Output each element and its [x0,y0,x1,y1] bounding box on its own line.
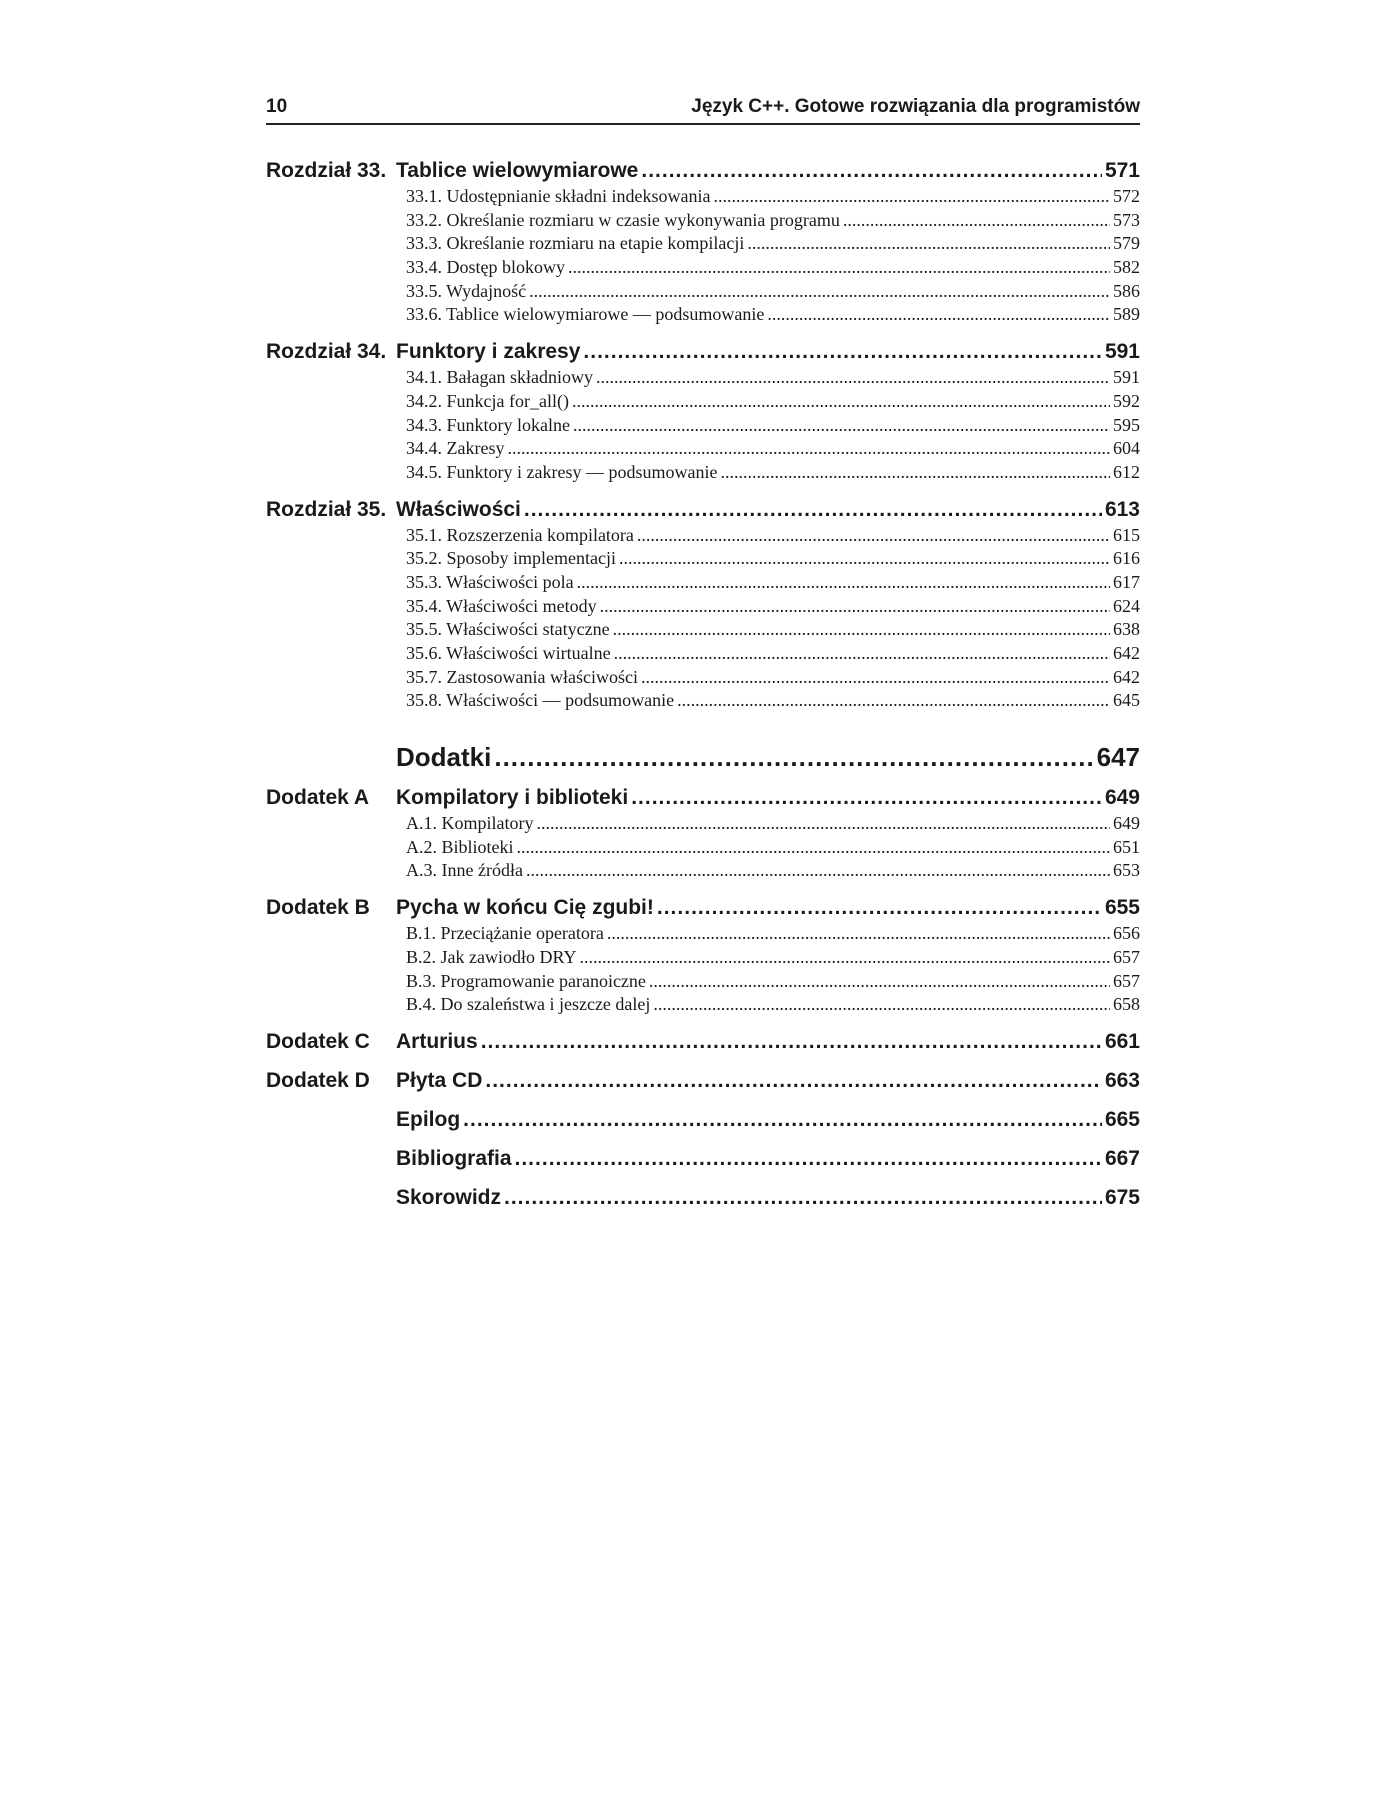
dot-leader [720,462,1110,483]
dot-leader [614,643,1110,664]
toc-section-entry [266,860,1140,884]
toc-entry-title: 35.3. Właściwości pola [406,571,574,592]
toc-entry-line [406,923,1140,944]
toc-entry-title: B.3. Programowanie paranoiczne [406,970,646,991]
toc-entry-title: B.4. Do szaleństwa i jeszcze dalej [406,994,651,1015]
toc-entry-title: 33.6. Tablice wielowymiarowe — podsumowanie [406,304,765,325]
dot-leader [713,186,1110,207]
toc-part-entry [266,742,1140,776]
toc-entry-title: B.2. Jak zawiodło DRY [406,946,577,967]
dot-leader [537,813,1111,834]
dot-leader [631,786,1102,810]
dot-leader [600,596,1110,617]
dot-leader [641,159,1102,183]
toc-entry-line [406,210,1140,231]
toc-chapter-entry [266,1069,1140,1096]
toc-entry-page: 665 [1104,1107,1140,1131]
toc-entry-title: 35.8. Właściwości — podsumowanie [406,690,675,711]
toc-entry-page: 573 [1113,209,1140,230]
toc-entry-page: 642 [1113,643,1140,663]
toc-entry-page: 571 [1104,159,1140,182]
toc-entry-page: 667 [1104,1146,1140,1170]
toc-entry-line [406,643,1140,664]
toc-entry-page: 591 [1113,367,1140,388]
dot-leader [580,947,1111,968]
toc-entry-line [406,186,1140,207]
toc-entry-line [406,438,1140,459]
toc-entry-page: 661 [1104,1029,1140,1053]
toc-entry-page: 582 [1113,257,1140,278]
toc-entry-page: 653 [1113,860,1140,881]
toc-chapter-entry [266,498,1140,525]
toc-entry-title: A.2. Biblioteki [406,836,514,857]
toc-entry-page: 656 [1113,923,1140,944]
dot-leader [463,1108,1102,1132]
dot-leader [657,896,1102,920]
toc-entry-title: Kompilatory i biblioteki [396,786,629,810]
document-page [266,96,1140,1213]
toc-entry-line [406,994,1140,1015]
toc-entry-line [406,525,1140,546]
toc-section-entry [266,438,1140,462]
toc-entry-line [396,340,1140,364]
toc-entry-label: Rozdział 34. [266,340,387,364]
dot-leader [573,415,1110,436]
toc-entry-page: 589 [1113,304,1140,325]
toc-section-entry [266,667,1140,691]
toc-section-entry [266,994,1140,1018]
toc-entry-line [406,860,1140,881]
dot-leader [843,210,1110,231]
toc-chapter-entry [266,340,1140,367]
toc-section-entry [266,690,1140,714]
dot-leader [653,994,1110,1015]
toc-entry-title: Płyta CD [396,1068,483,1092]
toc-entry-title: 34.4. Zakresy [406,438,505,459]
toc-entry-line [406,813,1140,834]
toc-entry-line [396,1030,1140,1054]
toc-section-entry [266,367,1140,391]
dot-leader [607,923,1110,944]
toc-entry-line [406,281,1140,302]
toc-entry-title: Skorowidz [396,1185,502,1209]
toc-entry-page: 615 [1113,524,1140,545]
toc-entry-line [406,971,1140,992]
toc-chapter-entry [266,786,1140,813]
toc-entry-line [406,391,1140,412]
toc-section-entry [266,233,1140,257]
toc-section-entry [266,596,1140,620]
toc-entry-line [406,690,1140,711]
toc-section-entry [266,971,1140,995]
toc-entry-page: 647 [1096,742,1140,773]
toc-chapter-entry [266,159,1140,186]
dot-leader [637,525,1110,546]
toc-entry-line [396,1108,1140,1132]
toc-entry-page: 624 [1113,595,1140,616]
toc-entry-line [406,548,1140,569]
toc-entry-title: Epilog [396,1107,461,1131]
dot-leader [494,742,1093,773]
toc-entry-label: Dodatek C [266,1029,370,1053]
dot-leader [613,619,1110,640]
toc-entry-page: 649 [1104,786,1140,810]
toc-chapter-entry [266,896,1140,923]
toc-entry-title: 33.2. Określanie rozmiaru w czasie wykonywania programu [406,209,840,230]
dot-leader [677,690,1110,711]
toc-section-entry [266,415,1140,439]
toc-entry-title: B.1. Przeciążanie operatora [406,923,604,944]
dot-leader [641,667,1110,688]
toc-entry-page: 657 [1113,970,1140,991]
toc-entry-line [396,786,1140,810]
toc-entry-line [406,572,1140,593]
toc-section-entry [266,837,1140,861]
toc-entry-title: 34.1. Bałagan składniowy [406,367,593,388]
dot-leader [568,257,1110,278]
toc-section-entry [266,186,1140,210]
toc-entry-page: 658 [1113,994,1140,1015]
dot-leader [649,971,1110,992]
toc-entry-line [406,233,1140,254]
dot-leader [485,1069,1102,1093]
toc-section-entry [266,643,1140,667]
toc-chapter-entry [266,1108,1140,1135]
toc-entry-title: 35.1. Rozszerzenia kompilatora [406,524,634,545]
toc-entry-page: 604 [1113,438,1140,459]
dot-leader [619,548,1110,569]
toc-entry-title: 33.1. Udostępnianie składni indeksowania [406,186,711,206]
toc-entry-label: Rozdział 33. [266,159,387,182]
dot-leader [583,340,1102,364]
toc-entry-page: 612 [1113,461,1140,482]
toc-entry-page: 638 [1113,619,1140,640]
toc-entry-line [406,462,1140,483]
toc-entry-title: 34.5. Funktory i zakresy — podsumowanie [406,461,718,482]
toc-entry-page: 586 [1113,280,1140,301]
toc-section-entry [266,462,1140,486]
toc-section-entry [266,813,1140,837]
toc-entry-page: 655 [1104,896,1140,920]
toc-entry-line [406,304,1140,325]
toc-entry-label: Dodatek A [266,786,370,810]
toc-entry-line [396,742,1140,773]
toc-entry-line [406,367,1140,388]
toc-entry-line [406,619,1140,640]
toc-entry-title: Pycha w końcu Cię zgubi! [396,896,654,920]
toc-entry-line [396,896,1140,920]
dot-leader [526,860,1110,881]
toc-section-entry [266,210,1140,234]
toc-section-entry [266,572,1140,596]
toc-entry-page: 592 [1113,390,1140,411]
page-number: 10 [266,96,288,117]
dot-leader [515,1147,1102,1171]
toc-entry-page: 613 [1104,497,1140,521]
toc-entry-page: 645 [1113,690,1140,711]
toc-section-entry [266,304,1140,328]
toc-entry-page: 579 [1113,233,1140,254]
toc-section-entry [266,525,1140,549]
toc-chapter-entry [266,1186,1140,1213]
dot-leader [524,498,1102,522]
dot-leader [507,438,1110,459]
dot-leader [504,1186,1102,1210]
toc-entry-page: 675 [1104,1185,1140,1209]
dot-leader [577,572,1110,593]
toc-entry-label: Rozdział 35. [266,497,387,521]
toc-entry-line [396,1147,1140,1171]
toc-entry-title: 35.5. Właściwości statyczne [406,619,610,640]
dot-leader [596,367,1110,388]
toc-entry-title: 33.3. Określanie rozmiaru na etapie kompilacji [406,233,745,254]
toc-entry-page: 649 [1113,813,1140,834]
dot-leader [767,304,1110,325]
running-header [266,96,1140,125]
toc-entry-title: 35.4. Właściwości metody [406,595,597,616]
toc-entry-title: A.3. Inne źródła [406,860,523,881]
toc-entry-page: 642 [1113,666,1140,687]
dot-leader [529,281,1110,302]
toc-entry-line [406,596,1140,617]
toc-entry-title: 33.4. Dostęp blokowy [406,257,565,278]
toc-entry-title: Dodatki [396,742,492,773]
dot-leader [572,391,1110,412]
dot-leader [747,233,1110,254]
toc-entry-title: 35.2. Sposoby implementacji [406,548,616,569]
toc-chapter-entry [266,1147,1140,1174]
toc-entry-page: 651 [1113,836,1140,857]
toc-section-entry [266,391,1140,415]
toc-section-entry [266,923,1140,947]
toc-entry-title: 35.7. Zastosowania właściwości [406,666,638,687]
toc-entry-title: A.1. Kompilatory [406,813,534,834]
toc-section-entry [266,281,1140,305]
toc-entry-title: Funktory i zakresy [396,340,581,364]
toc-entry-line [396,1186,1140,1210]
toc-entry-page: 591 [1104,340,1140,364]
toc-entry-title: Tablice wielowymiarowe [396,159,639,182]
toc-section-entry [266,619,1140,643]
toc-entry-page: 657 [1113,946,1140,967]
toc-section-entry [266,548,1140,572]
toc-section-entry [266,257,1140,281]
toc-entry-page: 663 [1104,1068,1140,1092]
toc-entry-line [406,667,1140,688]
toc-entry-line [406,415,1140,436]
toc-entry-label: Dodatek D [266,1068,370,1092]
toc-section-entry [266,947,1140,971]
toc-entry-page: 617 [1113,571,1140,592]
toc-entry-title: Arturius [396,1029,478,1053]
dot-leader [481,1030,1102,1054]
toc-entry-page: 595 [1113,414,1140,435]
toc-entry-page: 572 [1113,186,1140,206]
toc-entry-title: Bibliografia [396,1146,512,1170]
toc-entry-line [406,947,1140,968]
toc-entry-line [406,837,1140,858]
toc-entry-line [396,159,1140,183]
book-title: Język C++. Gotowe rozwiązania dla programistów [691,96,1140,117]
table-of-contents [266,159,1140,1213]
toc-entry-title: 34.3. Funktory lokalne [406,414,570,435]
toc-entry-title: 33.5. Wydajność [406,280,527,301]
toc-entry-line [406,257,1140,278]
toc-entry-page: 616 [1113,548,1140,569]
toc-entry-label: Dodatek B [266,896,370,920]
toc-entry-line [396,498,1140,522]
toc-entry-title: 34.2. Funkcja for_all() [406,390,569,411]
toc-entry-title: Właściwości [396,497,521,521]
toc-entry-title: 35.6. Właściwości wirtualne [406,643,611,663]
toc-entry-line [396,1069,1140,1093]
dot-leader [517,837,1111,858]
toc-chapter-entry [266,1030,1140,1057]
